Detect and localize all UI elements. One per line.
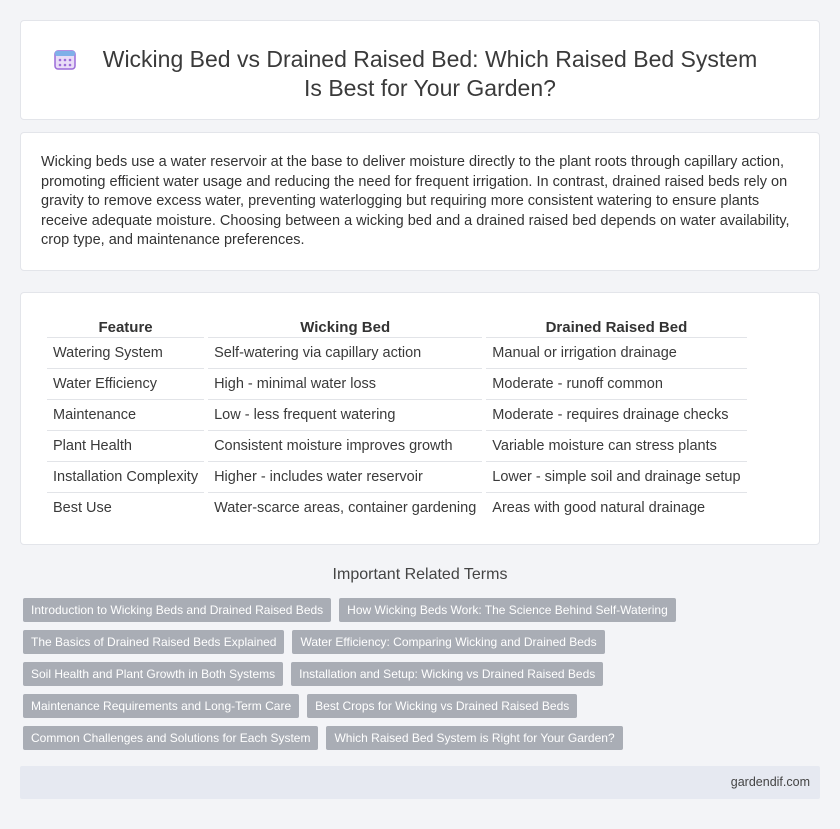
tag-row [23,630,823,654]
tag-row [23,662,823,686]
related-term-link[interactable]: Common Challenges and Solutions for Each System [23,726,318,750]
table-row [47,368,747,399]
related-term-link[interactable]: Maintenance Requirements and Long-Term Care [23,694,299,718]
related-term-link[interactable]: Which Raised Bed System is Right for Your Garden? [326,726,622,750]
table-cell: Areas with good natural drainage [486,492,746,523]
comparison-table [43,315,751,523]
tag-row [23,598,823,622]
tag-row [23,694,823,718]
footer [20,766,820,799]
tag-row [23,726,823,750]
related-term-link[interactable]: Water Efficiency: Comparing Wicking and Drained Beds [292,630,604,654]
column-header-wicking-bed: Wicking Bed [300,318,391,336]
related-term-link[interactable]: How Wicking Beds Work: The Science Behind Self-Watering [339,598,676,622]
table-cell: Plant Health [47,430,204,461]
table-row [47,461,747,492]
intro-card [20,132,820,271]
related-term-link[interactable]: Installation and Setup: Wicking vs Drained Raised Beds [291,662,603,686]
table-cell: Higher - includes water reservoir [208,461,482,492]
related-term-link[interactable]: Best Crops for Wicking vs Drained Raised Beds [307,694,577,718]
footer-site-link[interactable]: gardendif.com [730,775,810,789]
table-cell: Installation Complexity [47,461,204,492]
table-cell: Moderate - runoff common [486,368,746,399]
table-header-row [47,315,747,337]
table-cell: Self-watering via capillary action [208,337,482,368]
table-cell: Water Efficiency [47,368,204,399]
table-cell: High - minimal water loss [208,368,482,399]
column-header-drained-raised-bed: Drained Raised Bed [545,318,688,336]
comparison-card [20,292,820,545]
related-terms-heading: Important Related Terms [332,566,508,583]
related-term-link[interactable]: Introduction to Wicking Beds and Drained Raised Beds [23,598,331,622]
table-cell: Maintenance [47,399,204,430]
table-cell: Watering System [47,337,204,368]
intro-paragraph: Wicking beds use a water reservoir at the base to deliver moisture directly to the plant roots through capillary action, promoting efficient water usage and reducing the need for frequent irrigation. In contrast, drained raised beds rely on gravity to remove excess water, preventing waterlogging but requiring more consistent watering to ensure plants receive adequate moisture. Choosing between a wicking bed and a drained raised bed depends on water availability, crop type, and maintenance preferences. [41,154,790,249]
table-cell: Lower - simple soil and drainage setup [486,461,746,492]
table-cell: Best Use [47,492,204,523]
table-row [47,430,747,461]
column-header-feature: Feature [98,318,153,336]
table-row [47,337,747,368]
related-terms-list [23,598,823,758]
table-row [47,492,747,523]
page-title: Wicking Bed vs Drained Raised Bed: Which Raised Bed System Is Best for Your Garden? [102,46,758,101]
table-cell: Consistent moisture improves growth [208,430,482,461]
table-cell: Manual or irrigation drainage [486,337,746,368]
table-cell: Moderate - requires drainage checks [486,399,746,430]
table-cell: Water-scarce areas, container gardening [208,492,482,523]
related-term-link[interactable]: Soil Health and Plant Growth in Both Systems [23,662,283,686]
table-cell: Variable moisture can stress plants [486,430,746,461]
title-card [20,20,820,120]
table-cell: Low - less frequent watering [208,399,482,430]
related-term-link[interactable]: The Basics of Drained Raised Beds Explained [23,630,284,654]
table-row [47,399,747,430]
